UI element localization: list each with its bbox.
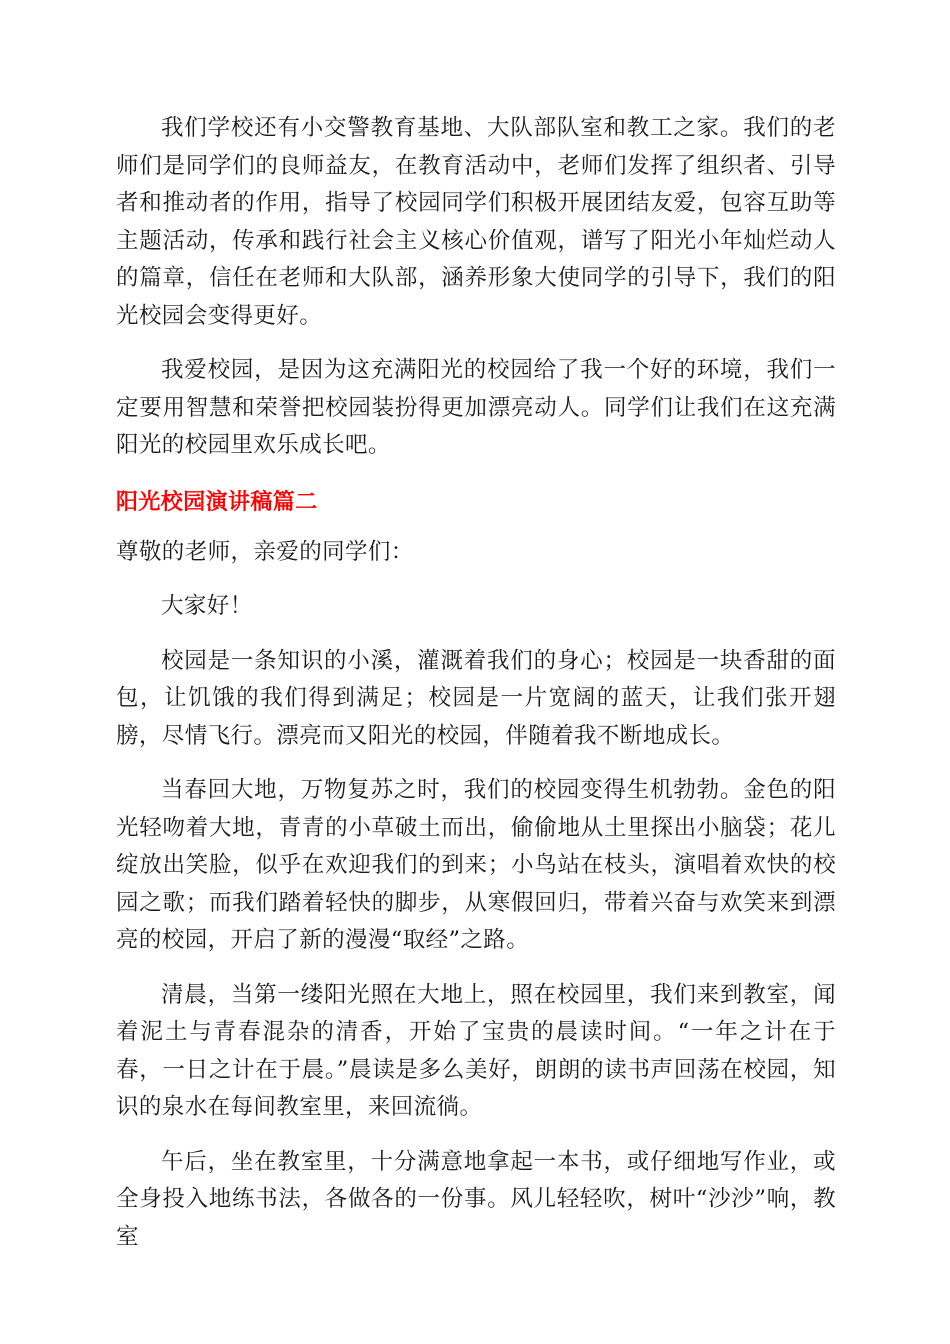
section-heading: 阳光校园演讲稿篇二 (116, 489, 318, 515)
paragraph-school-facilities: 我们学校还有小交警教育基地、大队部队室和教工之家。我们的老师们是同学们的良师益友，在教育活动中，老师们发挥了组织者、引导者和推动者的作用，指导了校园同学们积极开展团结友爱，包容互助等主题活动，传承和践行社会主义核心价值观，谱写了阳光小年灿烂动人的篇章，信任在老师和大队部，涵养形象大使同学的引导下，我们的阳光校园会变得更好。 (116, 115, 836, 329)
paragraph-campus-metaphor: 校园是一条知识的小溪，灌溉着我们的身心；校园是一块香甜的面包，让饥饿的我们得到满足；校园是一片宽阔的蓝天，让我们张开翅膀，尽情飞行。漂亮而又阳光的校园，伴随着我不断地成长。 (116, 647, 836, 749)
paragraph-spring: 当春回大地，万物复苏之时，我们的校园变得生机勃勃。金色的阳光轻吻着大地，青青的小草破土而出，偷偷地从土里探出小脑袋；花儿绽放出笑脸，似乎在欢迎我们的到来；小鸟站在枝头，演唱着欢快的校园之歌；而我们踏着轻快的脚步，从寒假回归，带着兴奋与欢笑来到漂亮的校园，开启了新的漫漫“取经”之路。 (116, 777, 836, 953)
document-body (116, 110, 836, 1273)
salutation: 尊敬的老师，亲爱的同学们： (116, 538, 414, 565)
paragraph-afternoon: 午后，坐在教室里，十分满意地拿起一本书，或仔细地写作业，或全身投入地练书法，各做各的一份事。风儿轻轻吹，树叶“沙沙”响，教室 (116, 1148, 836, 1250)
paragraph-morning: 清晨，当第一缕阳光照在大地上，照在校园里，我们来到教室，闻着泥土与青春混杂的清香，开始了宝贵的晨读时间。“一年之计在于春，一日之计在于晨。”晨读是多么美好，朗朗的读书声回荡在校园，知识的泉水在每间教室里，来回流徜。 (116, 981, 836, 1120)
greeting: 大家好！ (161, 593, 253, 619)
paragraph-love-campus: 我爱校园，是因为这充满阳光的校园给了我一个好的环境，我们一定要用智慧和荣誉把校园装扮得更加漂亮动人。同学们让我们在这充满阳光的校园里欢乐成长吧。 (116, 357, 836, 458)
